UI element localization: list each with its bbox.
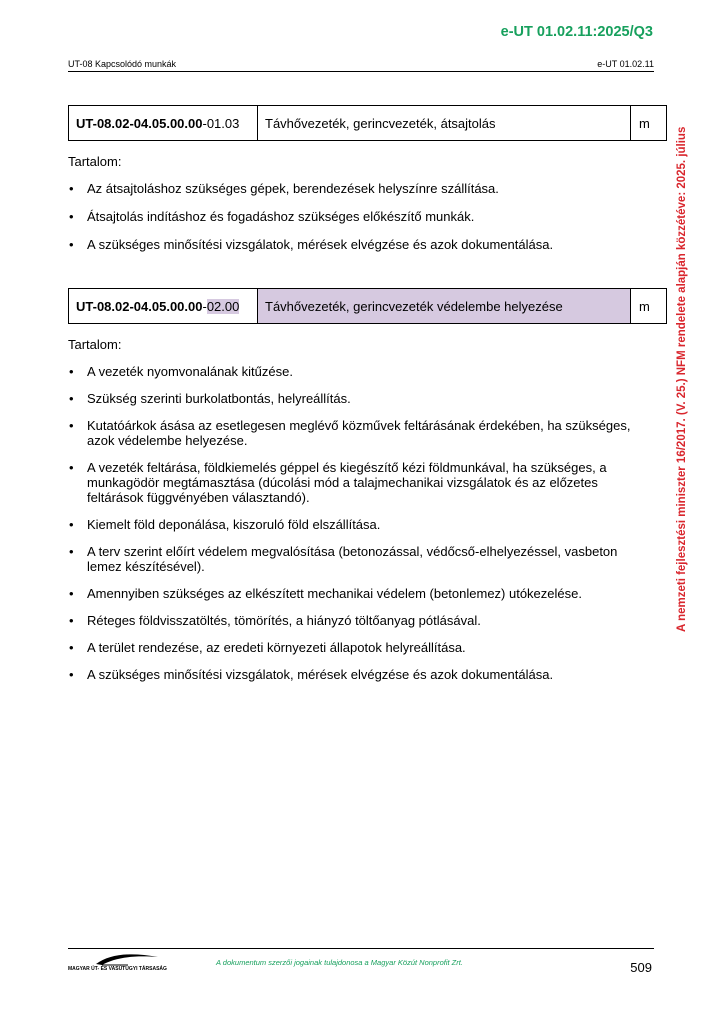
list-item: • Kiemelt föld deponálása, kiszoruló föld elszállítása. bbox=[68, 517, 648, 532]
content-label: Tartalom: bbox=[68, 154, 122, 169]
list-item: • A szükséges minősítési vizsgálatok, mérések elvégzése és azok dokumentálása. bbox=[68, 667, 648, 682]
list-item: • Amennyiben szükséges az elkészített mechanikai védelem (betonlemez) utókezelése. bbox=[68, 586, 648, 601]
list-item: • A terület rendezése, az eredeti környezeti állapotok helyreállítása. bbox=[68, 640, 648, 655]
section-title: UT-08 Kapcsolódó munkák bbox=[68, 59, 177, 69]
item-unit: m bbox=[631, 289, 667, 324]
list-item: • Kutatóárkok ásása az esetlegesen meglévő közművek feltárásának érdekében, ha szükséges, azok védelembe helyezése. bbox=[68, 418, 648, 448]
bullet-list-1 bbox=[68, 181, 648, 252]
item-code bbox=[69, 289, 258, 324]
content-label: Tartalom: bbox=[68, 337, 122, 352]
logo-text: MAGYAR ÚT- ÉS VASÚTÜGYI TÁRSASÁG bbox=[68, 966, 167, 972]
item-code-main: UT-08.02-04.05.00.00 bbox=[76, 298, 203, 314]
society-logo bbox=[68, 952, 167, 972]
list-item: • A szükséges minősítési vizsgálatok, mérések elvégzése és azok dokumentálása. bbox=[68, 237, 648, 252]
footer-divider bbox=[68, 948, 654, 949]
item-table-1 bbox=[68, 105, 667, 141]
header-reference: e-UT 01.02.11 bbox=[597, 59, 654, 69]
list-item: • Szükség szerinti burkolatbontás, helyreállítás. bbox=[68, 391, 648, 406]
item-code-suffix-highlighted: 02.00 bbox=[206, 298, 240, 314]
item-code-suffix: -01.03 bbox=[202, 115, 240, 131]
publication-side-note: A nemzeti fejlesztési miniszter 16/2017. (V. 25.) NFM rendelete alapján közzétéve: 2025. július bbox=[676, 126, 688, 632]
list-item: • A vezeték feltárása, földkiemelés géppel és kiegészítő kézi földmunkával, ha szükséges, a munkagödör megtámasztása (dúcolási mód a talajmechanikai vizsgálatok és az előzetes feltárások függvényében választandó). bbox=[68, 460, 648, 505]
item-description: Távhővezeték, gerincvezeték, átsajtolás bbox=[258, 106, 631, 141]
item-code bbox=[69, 106, 258, 141]
copyright-notice: A dokumentum szerzői jogainak tulajdonosa a Magyar Közút Nonprofit Zrt. bbox=[216, 958, 463, 967]
running-header bbox=[68, 59, 654, 72]
item-code-dash: - bbox=[202, 298, 207, 314]
item-table-2 bbox=[68, 288, 667, 324]
bullet-list-2 bbox=[68, 364, 648, 682]
page-number: 509 bbox=[630, 960, 652, 975]
list-item: • Átsajtolás indításhoz és fogadáshoz szükséges előkészítő munkák. bbox=[68, 209, 648, 224]
list-item: • Az átsajtoláshoz szükséges gépek, berendezések helyszínre szállítása. bbox=[68, 181, 648, 196]
logo-swoosh-icon bbox=[68, 952, 160, 966]
item-unit: m bbox=[631, 106, 667, 141]
list-item: • A vezeték nyomvonalának kitűzése. bbox=[68, 364, 648, 379]
item-description-highlighted: Távhővezeték, gerincvezeték védelembe helyezése bbox=[258, 289, 631, 324]
list-item: • A terv szerint előírt védelem megvalósítása (betonozással, védőcső-elhelyezéssel, vasbeton lemez készítésével). bbox=[68, 544, 648, 574]
list-item: • Réteges földvisszatöltés, tömörítés, a hiányzó töltőanyag pótlásával. bbox=[68, 613, 648, 628]
item-code-main: UT-08.02-04.05.00.00 bbox=[76, 115, 203, 131]
document-code: e-UT 01.02.11:2025/Q3 bbox=[500, 24, 653, 40]
